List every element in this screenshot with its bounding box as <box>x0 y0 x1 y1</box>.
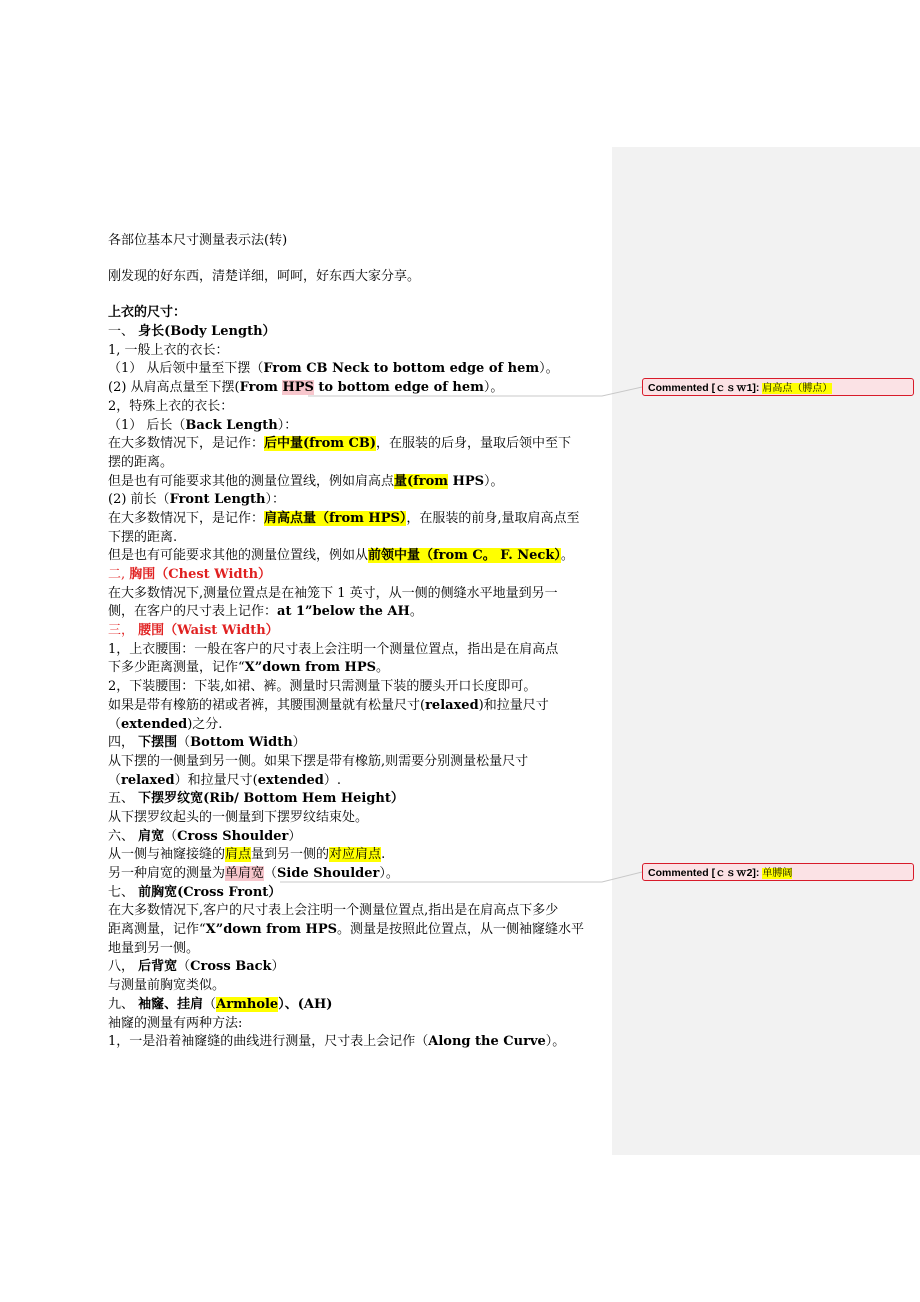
text-line: 下多少距离测量，记作“X”down from HPS。 <box>108 660 390 676</box>
text-line: （1） 后长（Back Length）： <box>108 417 298 433</box>
text-line: 如果是带有橡筋的裙或者裤，其腰围测量就有松量尺寸(relaxed)和拉量尺寸 <box>108 697 549 713</box>
text-line: 地量到另一侧。 <box>108 940 200 956</box>
comment-balloon-2[interactable] <box>642 863 914 881</box>
text-line: 1，上衣腰围：一般在客户的尺寸表上会注明一个测量位置点，指出是在肩高点 <box>108 641 559 657</box>
highlighted-text: 量(from <box>394 473 449 489</box>
commented-text-2[interactable]: 单肩宽 <box>225 866 265 881</box>
text-line: (2) 前长（Front Length）： <box>108 492 285 508</box>
text-line: 摆的距离。 <box>108 454 174 470</box>
text-line: 2，特殊上衣的衣长： <box>108 398 234 414</box>
text-line: 下摆的距离. <box>108 529 178 545</box>
comment-text: 单膊阔 <box>762 868 793 879</box>
section-heading: 上衣的尺寸： <box>108 305 187 321</box>
text-line: 但是也有可能要求其他的测量位置线，例如肩高点量(from HPS）。 <box>108 473 504 489</box>
document-title: 各部位基本尺寸测量表示法(转) <box>108 233 288 248</box>
highlighted-text: 肩点 <box>225 847 252 863</box>
item-body-length: 一、 身长(Body Length） <box>108 324 276 340</box>
highlighted-text: 前领中量（from C。 F. Neck） <box>368 548 561 564</box>
text-line: (2) 从肩高点量至下摆(From HPS to bottom edge of hem）。 <box>108 380 504 396</box>
highlighted-text: Armhole <box>216 996 279 1012</box>
document-body <box>108 232 608 1052</box>
text-line: （1） 从后领中量至下摆（From CB Neck to bottom edge of hem）。 <box>108 361 559 377</box>
item-cross-shoulder: 六、 肩宽（Cross Shoulder） <box>108 828 302 844</box>
comment-author-label: Commented [ｃｓｗ1]: <box>648 382 760 394</box>
text-line: 在大多数情况下，是记作：后中量(from CB)，在服装的后身，量取后领中至下 <box>108 436 572 452</box>
text-line: 在大多数情况下，是记作：肩高点量（from HPS），在服装的前身,量取肩高点至 <box>108 510 580 526</box>
highlighted-text: 肩高点量（from HPS） <box>264 510 407 526</box>
text-line: 距离测量，记作“X”down from HPS。测量是按照此位置点，从一侧袖窿缝水平 <box>108 922 585 938</box>
highlighted-text: 对应肩点 <box>329 847 382 863</box>
highlighted-text: 后中量(from CB) <box>264 436 377 452</box>
item-cross-front: 七、 前胸宽(Cross Front） <box>108 884 282 900</box>
text-line: 在大多数情况下,客户的尺寸表上会注明一个测量位置点,指出是在肩高点下多少 <box>108 903 559 919</box>
text-line: 2，下装腰围：下装,如裙、裤。测量时只需测量下装的腰头开口长度即可。 <box>108 679 537 695</box>
text-line: 从下摆罗纹起头的一侧量到下摆罗纹结束处。 <box>108 809 369 825</box>
text-line: 在大多数情况下,测量位置点是在袖笼下 1 英寸，从一侧的侧缝水平地量到另一 <box>108 585 558 601</box>
item-waist-width: 三， 腰围（Waist Width） <box>108 623 279 639</box>
text-line: 从下摆的一侧量到另一侧。如果下摆是带有橡筋,则需要分别测量松量尺寸 <box>108 753 529 769</box>
text-line: （relaxed）和拉量尺寸(extended）. <box>108 772 342 788</box>
commented-text-1[interactable]: HPS <box>282 380 314 396</box>
comment-text: 肩高点（膊点） <box>762 383 833 394</box>
text-line: 与测量前胸宽类似。 <box>108 978 226 994</box>
item-armhole: 九、 袖窿、挂肩（Armhole）、(AH) <box>108 996 333 1012</box>
text-line: 侧，在客户的尺寸表上记作：at 1”below the AH。 <box>108 604 423 620</box>
item-chest-width: 二, 胸围（Chest Width） <box>108 567 272 582</box>
text-line: 袖窿的测量有两种方法: <box>108 1015 243 1031</box>
item-rib-height: 五、 下摆罗纹宽(Rib/ Bottom Hem Height） <box>108 791 404 807</box>
text-line: 但是也有可能要求其他的测量位置线，例如从前领中量（from C。 F. Neck）。 <box>108 548 574 564</box>
item-bottom-width: 四， 下摆围（Bottom Width） <box>108 735 306 751</box>
intro-text: 刚发现的好东西，清楚详细，呵呵，好东西大家分享。 <box>108 268 421 284</box>
text-line: 1，一是沿着袖窿缝的曲线进行测量，尺寸表上会记作（Along the Curve）。 <box>108 1034 566 1050</box>
text-line: 另一种肩宽的测量为单肩宽（Side Shoulder）。 <box>108 866 399 881</box>
text-line: （extended)之分. <box>108 716 223 732</box>
comment-balloon-1[interactable] <box>642 378 914 396</box>
item-cross-back: 八， 后背宽（Cross Back） <box>108 959 285 975</box>
comment-author-label: Commented [ｃｓｗ2]: <box>648 867 760 879</box>
text-line: 1, 一般上衣的衣长： <box>108 342 229 358</box>
text-line: 从一侧与袖窿接缝的肩点量到另一侧的对应肩点. <box>108 847 386 863</box>
